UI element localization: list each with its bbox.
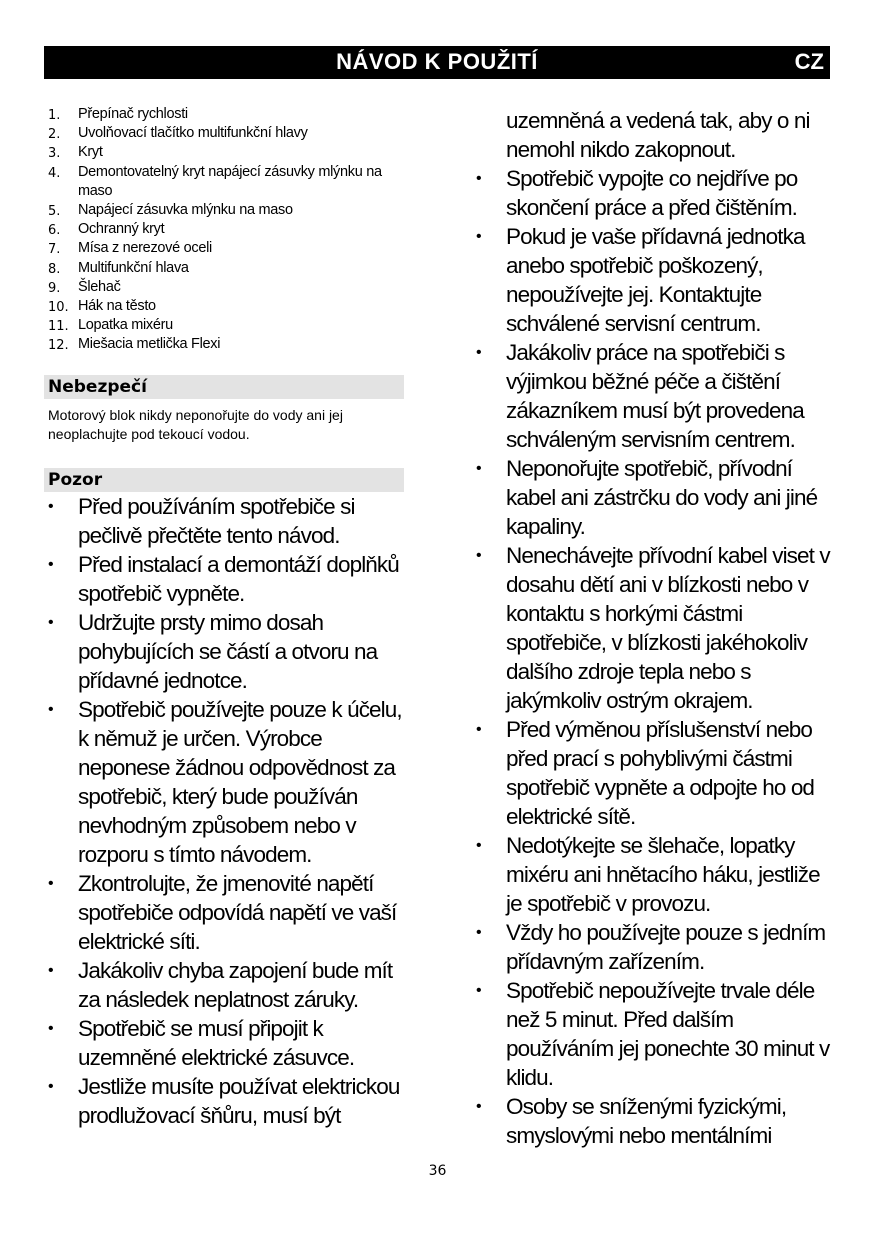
bullet-item: [472, 164, 832, 222]
caution-list-left: [44, 492, 404, 1130]
bullet-dot-icon: •: [48, 1077, 53, 1095]
page-header: [44, 46, 830, 79]
bullet-text: Nenechávejte přívodní kabel viset v dosahu dětí ani v blízkosti nebo v kontaktu s horkými částmi spotřebiče, v blízkosti jakéhokoliv dalšího zdroje tepla nebo s jakýmkoliv ostrým okrajem.: [506, 543, 830, 713]
part-label: Multifunkční hlava: [78, 259, 189, 276]
part-item: [44, 278, 404, 297]
bullet-dot-icon: •: [476, 228, 481, 245]
left-column: [44, 105, 404, 1130]
part-item: [44, 163, 404, 201]
part-number: 7.: [48, 242, 61, 258]
part-label: Demontovatelný kryt napájecí zásuvky mlýnku na maso: [78, 163, 382, 199]
language-code: CZ: [794, 49, 824, 74]
bullet-dot-icon: •: [48, 613, 53, 631]
part-item: [44, 335, 404, 354]
bullet-text: Neponořujte spotřebič, přívodní kabel ani zástrčku do vody ani jiné kapaliny.: [506, 456, 818, 539]
bullet-dot-icon: •: [476, 924, 481, 941]
bullet-item: [472, 541, 832, 715]
part-number: 9.: [48, 280, 61, 296]
bullet-item: [472, 222, 832, 338]
bullet-dot-icon: •: [476, 982, 481, 999]
bullet-dot-icon: •: [476, 460, 481, 477]
list-item-continuation: uzemněná a vedená tak, aby o ni nemohl nikdo zakopnout.: [506, 108, 810, 162]
bullet-dot-icon: •: [476, 344, 481, 361]
bullet-item: [472, 715, 832, 831]
bullet-text: Jakákoliv chyba zapojení bude mít za následek neplatnost záruky.: [78, 957, 393, 1012]
part-label: Uvolňovací tlačítko multifunkční hlavy: [78, 125, 308, 142]
bullet-text: Spotřebič se musí připojit k uzemněné elektrické zásuvce.: [78, 1015, 355, 1070]
bullet-item: [44, 1072, 404, 1130]
part-number: 3.: [48, 146, 61, 162]
bullet-item: [472, 831, 832, 918]
bullet-dot-icon: •: [48, 874, 53, 892]
bullet-dot-icon: •: [48, 961, 53, 979]
bullet-dot-icon: •: [48, 700, 53, 718]
page-number: 36: [428, 1163, 447, 1179]
bullet-item: [44, 956, 404, 1014]
caution-list-right: [472, 106, 832, 1150]
bullet-item: [44, 869, 404, 956]
part-item: [44, 201, 404, 220]
bullet-text: Jestliže musíte používat elektrickou prodlužovací šňůru, musí být: [78, 1073, 400, 1128]
bullet-item: [472, 338, 832, 454]
bullet-text: Jakákoliv práce na spotřebiči s výjimkou běžné péče a čištění zákazníkem musí být provedena schváleným servisním centrem.: [506, 340, 804, 452]
part-item: [44, 124, 404, 143]
bullet-text: Spotřebič používejte pouze k účelu, k němuž je určen. Výrobce neponese žádnou odpovědnost za spotřebič, který bude používán nevhodným způsobem nebo v rozporu s tímto návodem.: [78, 696, 402, 867]
bullet-text: Nedotýkejte se šlehače, lopatky mixéru ani hnětacího háku, jestliže je spotřebič v provozu.: [506, 833, 820, 916]
bullet-item: [472, 1092, 832, 1150]
part-label: Miešacia metlička Flexi: [78, 336, 221, 353]
bullet-text: Osoby se sníženými fyzickými, smyslovými nebo mentálními: [506, 1094, 787, 1148]
bullet-dot-icon: •: [476, 837, 481, 854]
bullet-text: Pokud je vaše přídavná jednotka anebo spotřebič poškozený, nepoužívejte jej. Kontaktujte schválené servisní centrum.: [506, 224, 805, 336]
part-number: 1.: [48, 108, 61, 123]
bullet-item: [44, 492, 404, 550]
bullet-item: [44, 1014, 404, 1072]
bullet-dot-icon: •: [476, 170, 481, 187]
part-number: 10.: [48, 300, 69, 316]
caution-heading: Pozor: [44, 468, 404, 492]
parts-list: [44, 105, 404, 355]
part-label: Mísa z nerezové oceli: [78, 240, 212, 257]
bullet-text: Před instalací a demontáží doplňků spotřebič vypněte.: [78, 551, 399, 606]
bullet-text: Před výměnou příslušenství nebo před prací s pohyblivými částmi spotřebič vypněte a odpojte ho od elektrické sítě.: [506, 717, 815, 829]
bullet-text: Spotřebič vypojte co nejdříve po skončení práce a před čištěním.: [506, 166, 798, 220]
part-item: [44, 297, 404, 316]
part-item: [44, 105, 404, 124]
part-number: 6.: [48, 223, 61, 239]
part-item: [44, 239, 404, 258]
part-label: Napájecí zásuvka mlýnku na maso: [78, 202, 293, 219]
part-number: 5.: [48, 204, 61, 220]
bullet-item: [44, 608, 404, 695]
bullet-text: Udržujte prsty mimo dosah pohybujících se částí a otvoru na přídavné jednotce.: [78, 609, 378, 693]
bullet-dot-icon: •: [476, 1098, 481, 1115]
right-column: [472, 106, 832, 1150]
bullet-item: [44, 695, 404, 869]
part-label: Hák na těsto: [78, 298, 156, 315]
bullet-text: Zkontrolujte, že jmenovité napětí spotřebiče odpovídá napětí ve vaší elektrické síti.: [78, 870, 397, 954]
part-item: [44, 316, 404, 335]
bullet-text: Před používáním spotřebiče si pečlivě přečtěte tento návod.: [78, 493, 355, 548]
part-number: 11.: [48, 319, 69, 335]
bullet-item: [472, 918, 832, 976]
bullet-dot-icon: •: [48, 1019, 53, 1037]
bullet-text: Vždy ho používejte pouze s jedním přídavným zařízením.: [506, 920, 826, 974]
part-label: Šlehač: [78, 278, 121, 295]
bullet-text: Spotřebič nepoužívejte trvale déle než 5 minut. Před dalším používáním jej ponechte 30 minut v klidu.: [506, 978, 830, 1090]
bullet-dot-icon: •: [48, 555, 53, 573]
bullet-item: [472, 454, 832, 541]
bullet-dot-icon: •: [48, 497, 53, 515]
part-label: Lopatka mixéru: [78, 317, 173, 334]
part-number: 8.: [48, 261, 61, 277]
bullet-dot-icon: •: [476, 547, 481, 564]
part-item: [44, 220, 404, 239]
part-item: [44, 259, 404, 278]
part-number: 2.: [48, 127, 61, 143]
bullet-item: [472, 976, 832, 1092]
bullet-dot-icon: •: [476, 721, 481, 738]
part-label: Kryt: [78, 144, 103, 161]
part-number: 12.: [48, 338, 69, 354]
part-item: [44, 143, 404, 162]
part-label: Přepínač rychlosti: [78, 106, 188, 122]
part-number: 4.: [48, 165, 61, 181]
bullet-item: [44, 550, 404, 608]
danger-heading: Nebezpečí: [44, 375, 404, 399]
danger-text: Motorový blok nikdy neponořujte do vody ani jej neoplachujte pod tekoucí vodou.: [48, 406, 343, 442]
page-title: NÁVOD K POUŽITÍ: [336, 49, 538, 74]
part-label: Ochranný kryt: [78, 221, 165, 238]
